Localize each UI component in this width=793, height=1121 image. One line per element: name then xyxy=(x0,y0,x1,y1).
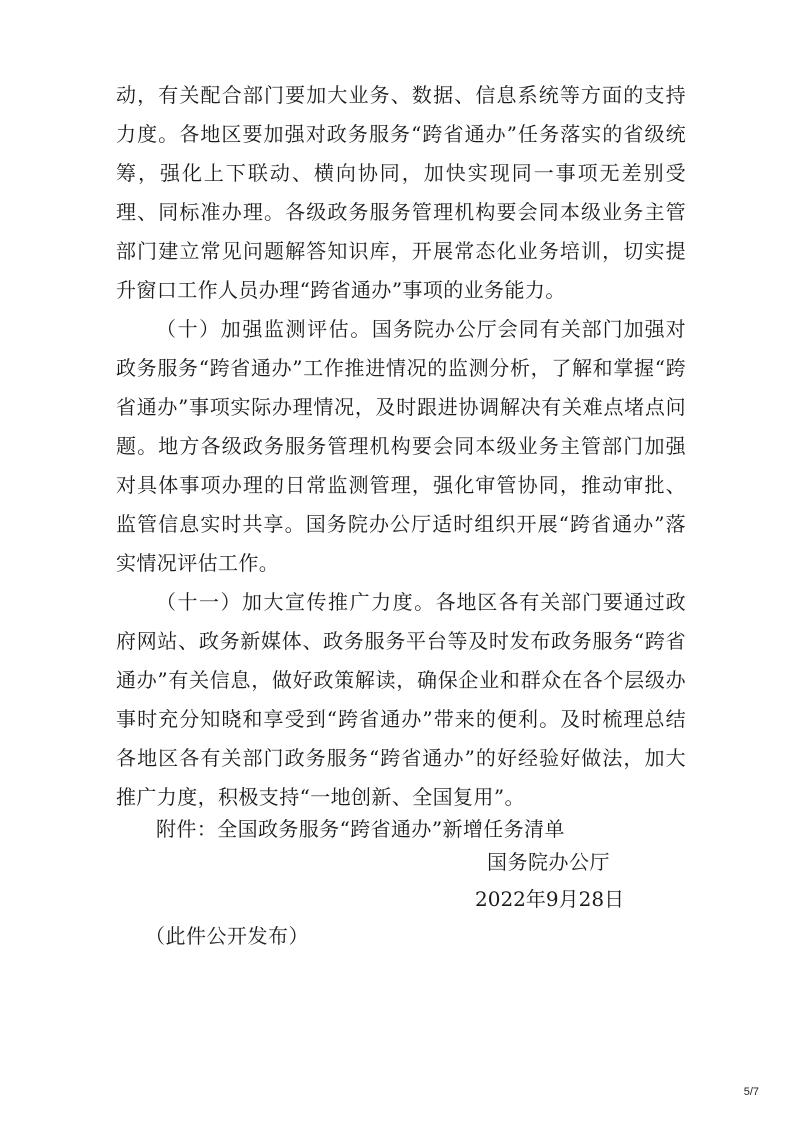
section-heading-ten: （十）加强监测评估。 xyxy=(156,317,372,341)
paragraph-continuation xyxy=(116,76,686,310)
paragraph-text: 国务院办公厅会同有关部门加强对政务服务“跨省通办”工作推进情况的监测分析，了解和掌握“跨省通办”事项实际办理情况，及时跟进协调解决有关难点堵点问题。地方各级政务服务管理机构要会同本级业务主管部门加强对具体事项办理的日常监测管理，强化审管协同，推动审批、监管信息实时共享。国务院办公厅适时组织开展“跨省通办”落实情况评估工作。 xyxy=(116,317,687,575)
paragraph-publicity-promotion xyxy=(116,583,686,817)
publication-note: （此件公开发布） xyxy=(145,924,309,948)
paragraph-monitoring-evaluation xyxy=(116,310,686,583)
page-number: 5/7 xyxy=(743,1086,759,1098)
paragraph-text: 各地区各有关部门要通过政府网站、政务新媒体、政务服务平台等及时发布政务服务“跨省通办”有关信息，做好政策解读，确保企业和群众在各个层级办事时充分知晓和享受到“跨省通办”带来的便利。及时梳理总结各地区各有关部门政务服务“跨省通办”的好经验好做法，加大推广力度，积极支持“一地创新、全国复用”。 xyxy=(116,590,686,809)
section-heading-eleven: （十一）加大宣传推广力度。 xyxy=(156,590,436,614)
issue-date: 2022年9月28日 xyxy=(475,887,625,911)
document-body xyxy=(116,76,686,817)
attachment-line: 附件：全国政务服务“跨省通办”新增任务清单 xyxy=(156,817,565,841)
paragraph-text: 动，有关配合部门要加大业务、数据、信息系统等方面的支持力度。各地区要加强对政务服务“跨省通办”任务落实的省级统筹，强化上下联动、横向协同，加快实现同一事项无差别受理、同标准办理。各级政务服务管理机构要会同本级业务主管部门建立常见问题解答知识库，开展常态化业务培训，切实提升窗口工作人员办理“跨省通办”事项的业务能力。 xyxy=(116,83,686,302)
issuer-name: 国务院办公厅 xyxy=(487,850,610,874)
